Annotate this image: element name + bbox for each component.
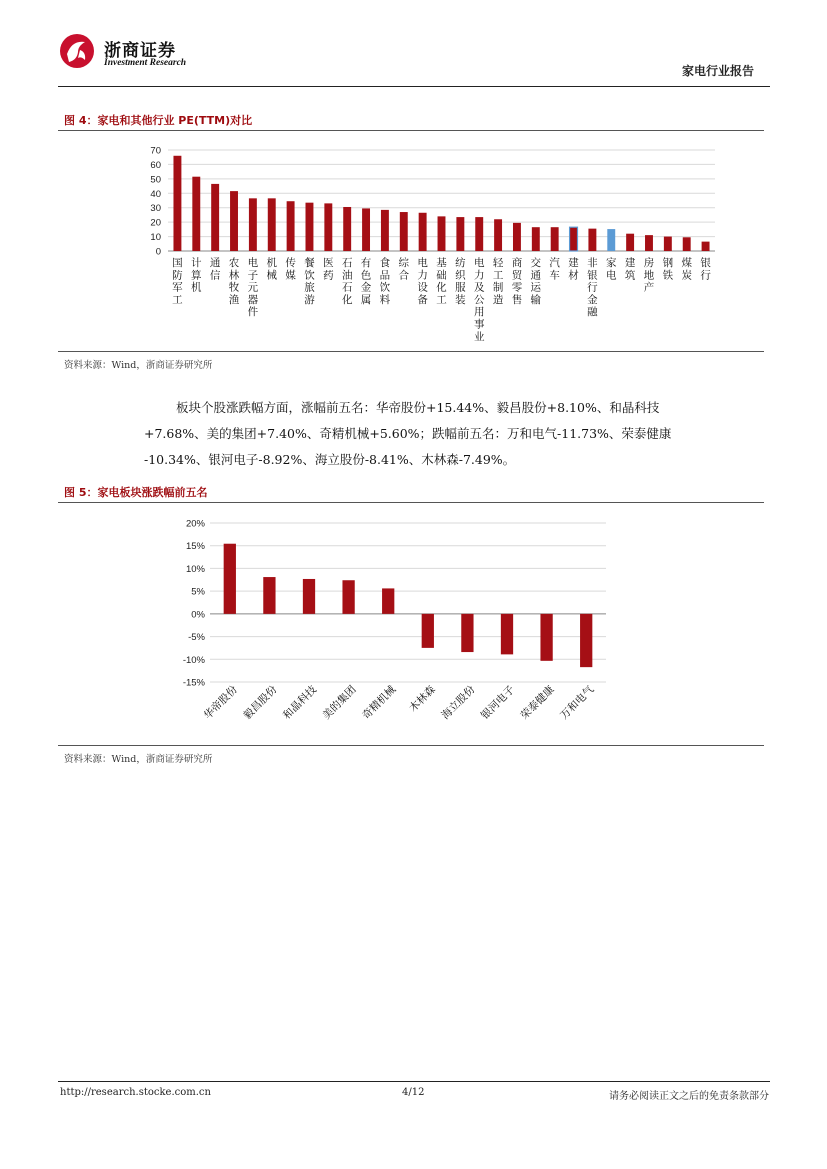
bar (306, 203, 314, 251)
bar (342, 580, 354, 614)
bar (570, 227, 578, 251)
x-tick-label: 通信 (209, 257, 221, 282)
bar (382, 588, 394, 613)
bar (501, 614, 513, 655)
y-tick-label: 30 (150, 203, 161, 215)
x-tick-label: 海立股份 (439, 683, 478, 722)
x-tick-label: 荣泰健康 (518, 683, 557, 722)
y-tick-label: 40 (150, 188, 161, 200)
x-tick-label: 石油石化 (341, 257, 353, 306)
y-tick-label: 20 (150, 217, 161, 229)
company-name-cn: 浙商证券 (104, 41, 176, 61)
x-tick-label: 万和电气 (558, 683, 597, 722)
x-tick-label: 食品饮料 (379, 257, 391, 306)
figure5-title: 图 5：家电板块涨跌幅前五名 (64, 486, 208, 499)
x-tick-label: 纺织服装 (455, 257, 466, 306)
bar (494, 219, 502, 251)
bar (192, 177, 200, 251)
bar (580, 614, 592, 667)
paragraph-line: +7.68%、美的集团+7.40%、奇精机械+5.60%；跌幅前五名：万和电气-11.73%、荣泰健康 (144, 426, 672, 441)
bar (224, 544, 236, 614)
x-tick-label: 餐饮旅游 (304, 257, 315, 306)
x-tick-label: 农林牧渔 (228, 257, 240, 306)
x-tick-label: 基础化工 (436, 257, 447, 306)
x-tick-label: 非银行金融 (587, 257, 598, 319)
bar (362, 208, 370, 251)
y-tick-label: 10% (185, 563, 205, 575)
x-tick-label: 煤炭 (681, 257, 692, 282)
bar (400, 212, 408, 251)
x-tick-label: 和晶科技 (280, 683, 320, 722)
x-tick-label: 机械 (266, 257, 277, 282)
bar (513, 223, 521, 251)
bar (626, 234, 634, 251)
x-tick-label: 商贸零售 (511, 257, 523, 306)
y-tick-label: 50 (150, 174, 161, 186)
bar (173, 156, 181, 251)
x-tick-label: 银河电子 (478, 683, 518, 722)
bar (211, 184, 219, 251)
x-tick-label: 计算机 (191, 257, 202, 294)
top-movers-chart (58, 505, 764, 743)
bar (683, 237, 691, 251)
bar (475, 217, 483, 251)
x-tick-label: 美的集团 (320, 683, 359, 722)
x-tick-label: 国防军工 (172, 257, 183, 306)
bar (456, 217, 464, 251)
y-tick-label: 60 (150, 159, 161, 171)
y-tick-label: 0% (191, 609, 205, 621)
bar (287, 201, 295, 251)
bar (664, 237, 672, 251)
pe-comparison-chart (58, 132, 764, 350)
bar (438, 216, 446, 251)
bar (461, 614, 473, 652)
x-tick-label: 钢铁 (662, 257, 674, 282)
x-tick-label: 华帝股份 (201, 683, 240, 722)
x-tick-label: 银行 (700, 257, 711, 282)
x-tick-label: 奇精机械 (360, 683, 399, 722)
footer-url[interactable]: http://research.stocke.com.cn (60, 1087, 211, 1098)
bar (249, 198, 257, 251)
figure5-top-rule (58, 502, 764, 503)
paragraph-line: -10.34%、银河电子-8.92%、海立股份-8.41%、木林森-7.49%。 (144, 452, 516, 467)
x-tick-label: 传媒 (285, 257, 296, 282)
bar (645, 235, 653, 251)
bar (419, 213, 427, 251)
x-tick-label: 电力设备 (417, 257, 428, 306)
bar (551, 227, 559, 251)
figure5-source: 资料来源：Wind，浙商证券研究所 (64, 754, 213, 765)
company-name-en: Investment Research (104, 58, 187, 68)
bar (268, 198, 276, 251)
bar (324, 203, 332, 251)
x-tick-label: 房地产 (643, 257, 655, 294)
y-tick-label: 5% (191, 586, 205, 598)
y-tick-label: 0 (155, 246, 161, 258)
y-tick-label: -5% (188, 632, 205, 644)
bar (422, 614, 434, 648)
paragraph-line: 板块个股涨跌幅方面，涨幅前五名：华帝股份+15.44%、毅昌股份+8.10%、和晶科技 (176, 400, 660, 415)
x-tick-label: 木林森 (407, 683, 438, 715)
figure5-bottom-rule (58, 745, 764, 746)
x-tick-label: 交通运输 (530, 257, 542, 306)
bar (540, 614, 552, 661)
page-number: 4/12 (402, 1087, 425, 1098)
y-tick-label: -10% (182, 654, 205, 666)
bar (702, 242, 710, 251)
report-type: 家电行业报告 (681, 64, 754, 78)
x-tick-label: 建筑 (624, 257, 636, 282)
x-tick-label: 有色金属 (360, 257, 372, 306)
figure4-source: 资料来源：Wind，浙商证券研究所 (64, 360, 213, 371)
y-tick-label: 70 (150, 145, 161, 157)
x-tick-label: 家电 (606, 257, 617, 282)
x-tick-label: 轻工制造 (492, 257, 504, 306)
footer-disclaimer: 请务必阅读正文之后的免责条款部分 (609, 1091, 769, 1102)
bar (303, 579, 315, 614)
x-tick-label: 电力及公用事业 (473, 257, 485, 343)
x-tick-label: 汽车 (549, 257, 560, 282)
figure4-bottom-rule (58, 351, 764, 352)
x-tick-label: 建材 (568, 257, 579, 282)
x-tick-label: 毅昌股份 (241, 683, 280, 722)
bar (230, 191, 238, 251)
bar (381, 210, 389, 251)
bar (532, 227, 540, 251)
page-header (58, 30, 770, 86)
y-tick-label: 20% (185, 518, 205, 530)
bar (588, 229, 596, 251)
bar (607, 229, 615, 251)
company-logo-icon (58, 32, 96, 70)
figure4-top-rule (58, 130, 764, 131)
footer-divider (58, 1081, 770, 1082)
y-tick-label: 15% (185, 541, 205, 553)
figure4-title: 图 4：家电和其他行业 PE(TTM)对比 (64, 114, 253, 127)
x-tick-label: 电子元器件 (247, 257, 259, 319)
header-divider (58, 86, 770, 87)
y-tick-label: 10 (150, 232, 161, 244)
y-tick-label: -15% (182, 677, 205, 689)
bar (263, 577, 275, 614)
body-paragraph (144, 395, 766, 473)
bar (343, 207, 351, 251)
x-tick-label: 医药 (323, 257, 334, 282)
x-tick-label: 综合 (398, 257, 410, 282)
